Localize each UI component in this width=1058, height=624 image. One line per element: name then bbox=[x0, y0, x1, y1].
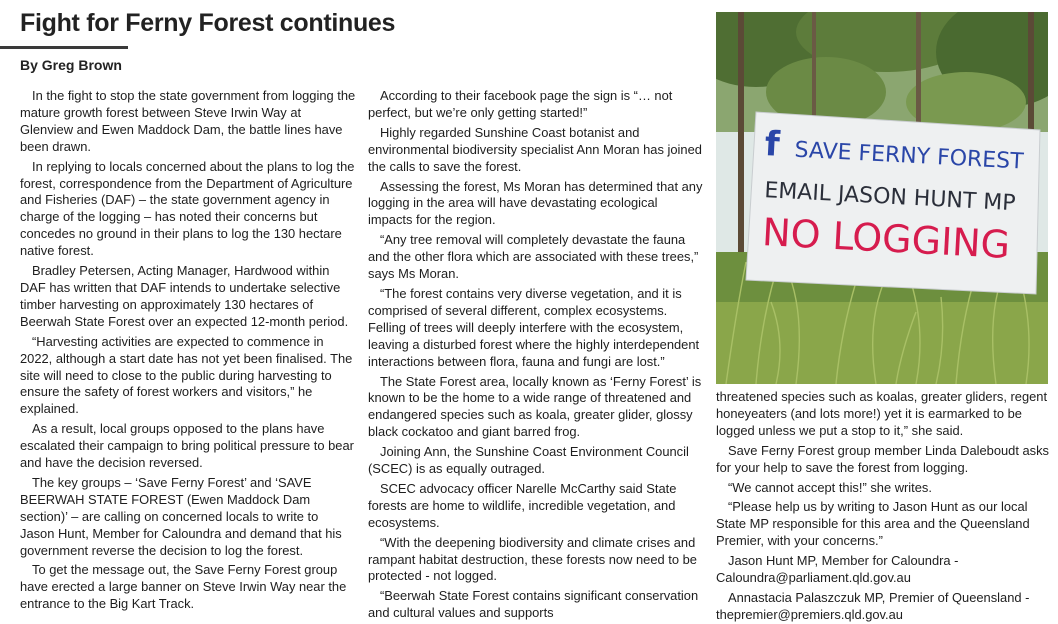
article-column-2 bbox=[368, 85, 704, 622]
paragraph: “Beerwah State Forest contains significant conservation and cultural values and supports bbox=[368, 588, 699, 621]
paragraph: The State Forest area, locally known as ‘Ferny Forest’ is known to be the home to a wide range of threatened and endangered species such as koala, greater glider, glossy black cockatoo and giant barred frog. bbox=[368, 373, 702, 440]
paragraph: The key groups – ‘Save Ferny Forest’ and ‘SAVE BEERWAH STATE FOREST (Ewen Maddock Dam section)’ – are calling on concerned locals to write to Jason Hunt, Member for Caloundra and demand that his government reverse the decision to log the forest. bbox=[20, 474, 342, 558]
banner-photo-illustration bbox=[716, 12, 1048, 384]
article-column-3 bbox=[716, 389, 1052, 624]
paragraph: Save Ferny Forest group member Linda Daleboudt asks for your help to save the forest from logging. bbox=[716, 442, 1049, 475]
paragraph: To get the message out, the Save Ferny Forest group have erected a large banner on Steve Irwin Way near the entrance to the Big Kart Track. bbox=[20, 562, 347, 612]
paragraph: In the fight to stop the state government from logging the mature growth forest between Steve Irwin Way at Glenview and Ewen Maddock Dam, the battle lines have been drawn. bbox=[20, 88, 356, 154]
paragraph: Highly regarded Sunshine Coast botanist and environmental biodiversity specialist Ann Moran has joined the calls to save the forest. bbox=[368, 124, 702, 174]
paragraph: “Please help us by writing to Jason Hunt as our local State MP responsible for this area and the Queensland Premier, with your concerns.” bbox=[716, 499, 1030, 549]
article-headline: Fight for Ferny Forest continues bbox=[20, 9, 396, 37]
paragraph: Bradley Petersen, Acting Manager, Hardwood within DAF has written that DAF intends to undertake selective timber harvesting on approximately 130 hectares of Beerwah State Forest over an expected 12-month period. bbox=[20, 263, 349, 329]
paragraph: Joining Ann, the Sunshine Coast Environment Council (SCEC) is as equally outraged. bbox=[368, 444, 689, 477]
paragraph: SCEC advocacy officer Narelle McCarthy said State forests are home to wildlife, incredible vegetation, and ecosystems. bbox=[368, 480, 677, 530]
paragraph: According to their facebook page the sign is “… not perfect, but we’re only getting started!” bbox=[368, 88, 673, 120]
paragraph: Annastacia Palaszczuk MP, Premier of Queensland - thepremier@premiers.qld.gov.au bbox=[716, 589, 1030, 622]
paragraph: In replying to locals concerned about the plans to log the forest, correspondence from the Department of Agriculture and Fisheries (DAF) – the state government agency in charge of the logging – has noted their concerns but concedes no ground in their plans to log the 130 hectare native forest. bbox=[20, 158, 355, 259]
banner-line-1: SAVE FERNY FOREST bbox=[793, 137, 1025, 175]
paragraph: “Harvesting activities are expected to commence in 2022, although a start date has not yet been finalised. The site will need to close to the public during harvesting to ensure the safety of forest workers and visitors,” he explained. bbox=[20, 333, 353, 417]
paragraph: “We cannot accept this!” she writes. bbox=[728, 479, 932, 495]
paragraph: Assessing the forest, Ms Moran has determined that any logging in the area will have devastating ecological impacts for the region. bbox=[368, 178, 703, 228]
article-column-1 bbox=[20, 85, 356, 613]
paragraph: Jason Hunt MP, Member for Caloundra - Caloundra@parliament.qld.gov.au bbox=[716, 553, 959, 586]
paragraph: “With the deepening biodiversity and climate crises and rampant habitat destruction, these forests now need to be protected - not logged. bbox=[368, 534, 697, 584]
paragraph: As a result, local groups opposed to the plans have escalated their campaign to bring political pressure to bear and have the decision reversed. bbox=[20, 421, 354, 471]
banner-line-3: NO LOGGING bbox=[761, 210, 1012, 267]
banner-line-2: EMAIL JASON HUNT MP bbox=[763, 178, 1017, 217]
banner-photo bbox=[716, 12, 1048, 384]
paragraph: threatened species such as koalas, greater gliders, regent honeyeaters (and lots more!) yet it is earmarked to be logged unless we put a stop to it,” she said. bbox=[716, 389, 1048, 438]
paragraph: “The forest contains very diverse vegetation, and it is comprised of several different, complex ecosystems. Felling of trees will deeply interfere with the ecosystem, leaving a disturbed forest where the highly interdependent interactions between flora, fauna and fungi are lost.” bbox=[368, 285, 700, 369]
paragraph: “Any tree removal will completely devastate the fauna and the other flora which are associated with these trees,” says Ms Moran. bbox=[368, 232, 699, 282]
headline-rule bbox=[0, 46, 128, 49]
article-byline: By Greg Brown bbox=[20, 57, 122, 73]
facebook-f-icon: f bbox=[763, 124, 781, 165]
